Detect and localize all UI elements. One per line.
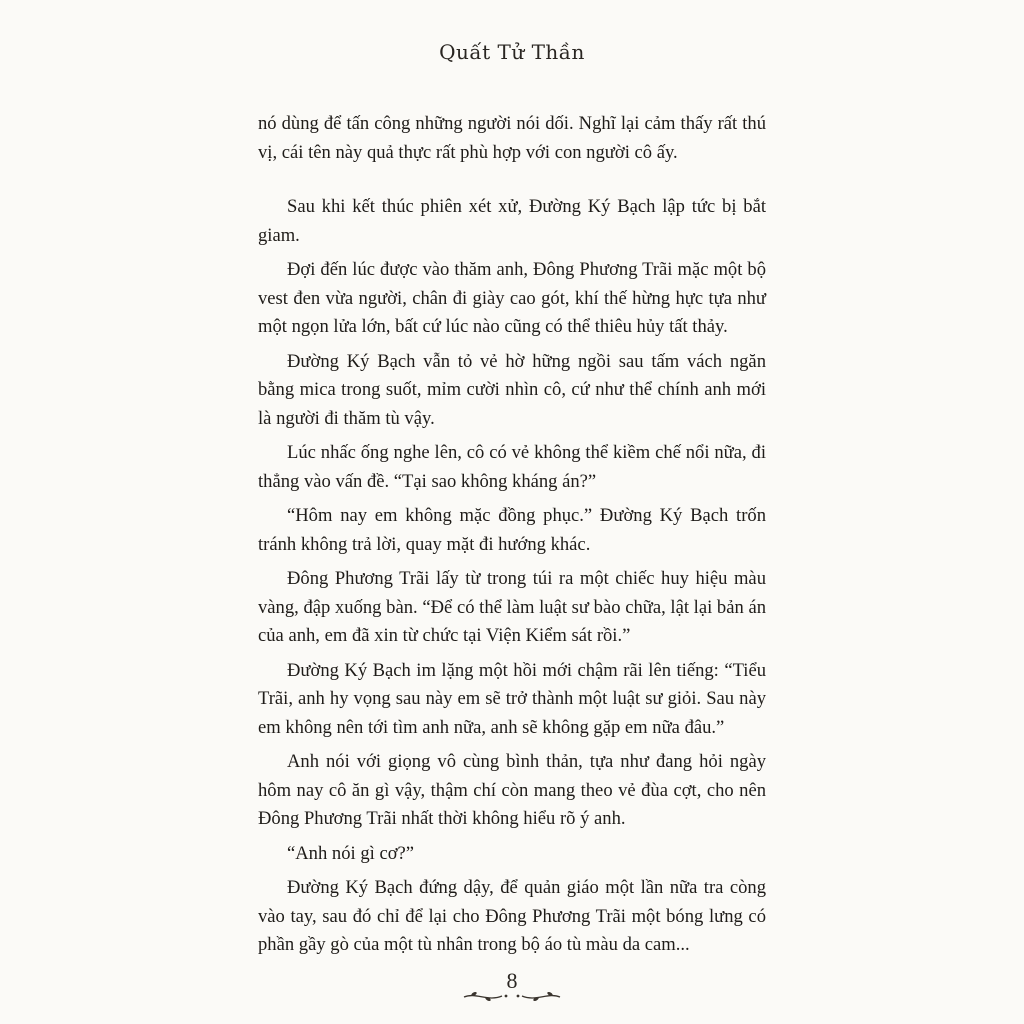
paragraph: Đường Ký Bạch vẫn tỏ vẻ hờ hững ngồi sau tấm vách ngăn bằng mica trong suốt, mỉm cười nhìn cô, cứ như thể chính anh mới là người đi thăm tù vậy.	[258, 350, 766, 429]
page-number: 8	[506, 968, 518, 993]
running-header: Quất Tử Thần	[439, 40, 585, 64]
paragraph: Đường Ký Bạch im lặng một hồi mới chậm rãi lên tiếng: “Tiểu Trãi, anh hy vọng sau này em sẽ trở thành một luật sư giỏi. Sau này em không nên tới tìm anh nữa, anh sẽ không gặp em nữa đâu.”	[258, 659, 766, 738]
paragraph: Đường Ký Bạch đứng dậy, để quản giáo một lần nữa tra còng vào tay, sau đó chỉ để lại cho Đông Phương Trãi một bóng lưng có phần gầy gò của một tù nhân trong bộ áo tù màu da cam...	[258, 877, 766, 955]
paragraph: nó dùng để tấn công những người nói dối. Nghĩ lại cảm thấy rất thú vị, cái tên này quả thực rất phù hợp với con người cô ấy.	[258, 113, 766, 163]
paragraph: Đông Phương Trãi lấy từ trong túi ra một chiếc huy hiệu màu vàng, đập xuống bàn. “Để có thể làm luật sư bào chữa, lật lại bản án của anh, em đã xin từ chức tại Viện Kiểm sát rồi.”	[258, 568, 766, 646]
paragraph: “Hôm nay em không mặc đồng phục.” Đường Ký Bạch trốn tránh không trả lời, quay mặt đi hướng khác.	[258, 505, 766, 555]
paragraph: Anh nói với giọng vô cùng bình thản, tựa như đang hỏi ngày hôm nay cô ăn gì vậy, thậm chí còn mang theo vẻ đùa cợt, cho nên Đông Phương Trãi nhất thời không hiểu rõ ý anh.	[258, 751, 766, 829]
paragraph: “Anh nói gì cơ?”	[287, 842, 415, 864]
paragraph: Đợi đến lúc được vào thăm anh, Đông Phương Trãi mặc một bộ vest đen vừa người, chân đi giày cao gót, khí thế hừng hực tựa như một ngọn lửa lớn, bất cứ lúc nào cũng có thể thiêu hủy tất thảy.	[258, 259, 766, 337]
paragraph: Sau khi kết thúc phiên xét xử, Đường Ký Bạch lập tức bị bắt giam.	[258, 196, 766, 246]
paragraph: Lúc nhấc ống nghe lên, cô có vẻ không thể kiềm chế nổi nữa, đi thẳng vào vấn đề. “Tại sao không kháng án?”	[258, 442, 766, 492]
body-text	[258, 110, 766, 966]
vine-ornament-icon	[462, 988, 562, 1004]
